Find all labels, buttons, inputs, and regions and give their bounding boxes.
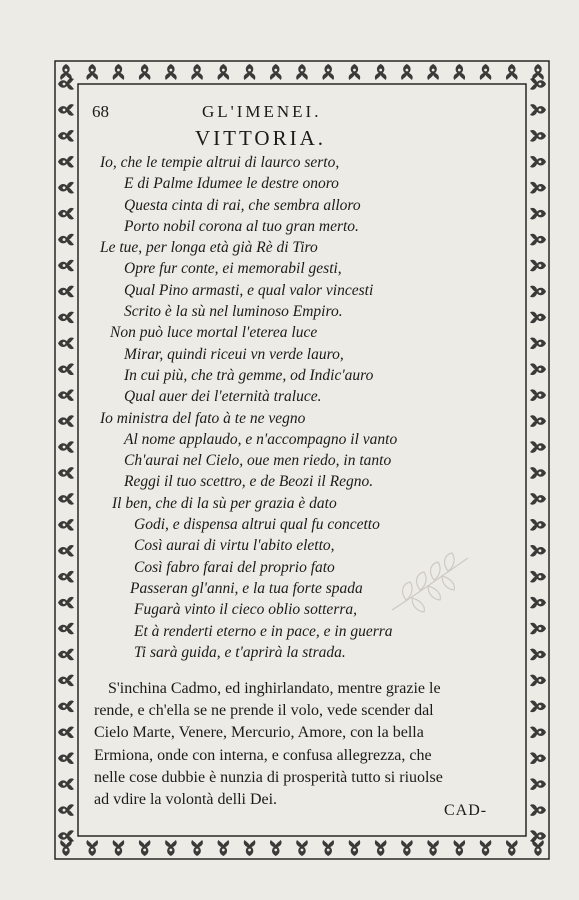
fleuron-icon	[60, 840, 72, 856]
fleuron-icon	[58, 519, 74, 531]
fleuron-icon	[58, 467, 74, 479]
fleuron-icon	[58, 389, 74, 401]
fleuron-icon	[58, 726, 74, 738]
fleuron-icon	[58, 182, 74, 194]
fleuron-icon	[530, 104, 546, 116]
fleuron-icon	[113, 840, 125, 856]
fleuron-icon	[530, 208, 546, 220]
poem-line: Opre fur conte, ei memorabil gesti,	[124, 260, 342, 278]
poem-title: VITTORIA.	[195, 126, 327, 150]
page-header	[92, 102, 522, 124]
fleuron-icon	[480, 64, 492, 80]
fleuron-icon	[349, 64, 361, 80]
fleuron-icon	[530, 597, 546, 609]
fleuron-icon	[191, 840, 203, 856]
fleuron-icon	[139, 64, 151, 80]
prose-line: nelle cose dubbie è nunzia di prosperità tutto si riuolse	[94, 768, 443, 786]
fleuron-icon	[58, 208, 74, 220]
fleuron-icon	[322, 840, 334, 856]
fleuron-icon	[427, 64, 439, 80]
fleuron-icon	[530, 78, 546, 90]
prose-line: rende, e ch'ella se ne prende il volo, vede scender dal	[94, 702, 434, 720]
fleuron-icon	[58, 312, 74, 324]
poem-line: Al nome applaudo, e n'accompagno il vanto	[124, 430, 398, 448]
fleuron-icon	[530, 701, 546, 713]
fleuron-icon	[218, 840, 230, 856]
poem-line: Qual Pino armasti, e qual valor vincesti	[124, 281, 374, 299]
fleuron-icon	[296, 64, 308, 80]
fleuron-icon	[401, 840, 413, 856]
fleuron-icon	[60, 64, 72, 80]
poem-line: Fugarà vinto il cieco oblio sotterra,	[134, 601, 358, 619]
fleuron-icon	[58, 752, 74, 764]
fleuron-icon	[530, 519, 546, 531]
fleuron-icon	[86, 840, 98, 856]
poem-line: Ch'aurai nel Cielo, oue men riedo, in tanto	[124, 452, 392, 470]
poem-line: Questa cinta di rai, che sembra alloro	[124, 196, 361, 214]
poem-line: Io ministra del fato à te ne vegno	[100, 409, 306, 427]
fleuron-icon	[530, 130, 546, 142]
fleuron-icon	[58, 104, 74, 116]
fleuron-icon	[58, 441, 74, 453]
fleuron-icon	[530, 312, 546, 324]
poem-line: Et à renderti eterno e in pace, e in guerra	[134, 622, 393, 640]
poem-line: Il ben, che di la sù per grazia è dato	[112, 494, 337, 512]
fleuron-icon	[58, 597, 74, 609]
fleuron-icon	[58, 78, 74, 90]
fleuron-icon	[218, 64, 230, 80]
fleuron-icon	[270, 64, 282, 80]
fleuron-icon	[530, 726, 546, 738]
poem-line: Le tue, per longa età già Rè di Tiro	[100, 239, 318, 257]
fleuron-icon	[244, 840, 256, 856]
poem-line: E di Palme Idumee le destre onoro	[124, 175, 339, 193]
running-title: GL'IMENEI.	[202, 102, 322, 121]
fleuron-icon	[530, 338, 546, 350]
fleuron-icon	[530, 467, 546, 479]
fleuron-icon	[58, 415, 74, 427]
fleuron-icon	[480, 840, 492, 856]
poem-line: Porto nobil corona al tuo gran merto.	[124, 217, 359, 235]
fleuron-icon	[530, 363, 546, 375]
fleuron-icon	[532, 840, 544, 856]
fleuron-icon	[530, 752, 546, 764]
fleuron-icon	[375, 64, 387, 80]
fleuron-icon	[296, 840, 308, 856]
fleuron-icon	[165, 64, 177, 80]
fleuron-icon	[530, 623, 546, 635]
poem-line: Reggi il tuo scettro, e de Beozi il Regno.	[124, 473, 374, 491]
fleuron-icon	[530, 649, 546, 661]
fleuron-icon	[530, 234, 546, 246]
fleuron-icon	[58, 338, 74, 350]
prose-line: ad vdire la volontà delli Dei.	[94, 791, 278, 809]
poem-line: Mirar, quindi riceui vn verde lauro,	[124, 345, 344, 363]
poem-line: Così fabro farai del proprio fato	[134, 558, 335, 576]
fleuron-icon	[58, 649, 74, 661]
prose-line: S'inchina Cadmo, ed inghirlandato, mentre grazie le	[108, 680, 441, 697]
fleuron-icon	[427, 840, 439, 856]
fleuron-icon	[86, 64, 98, 80]
fleuron-icon	[58, 623, 74, 635]
fleuron-icon	[530, 260, 546, 272]
fleuron-icon	[58, 260, 74, 272]
fleuron-icon	[530, 804, 546, 816]
fleuron-icon	[58, 778, 74, 790]
fleuron-icon	[270, 840, 282, 856]
fleuron-icon	[530, 286, 546, 298]
fleuron-icon	[530, 441, 546, 453]
fleuron-icon	[58, 130, 74, 142]
fleuron-icon	[139, 840, 151, 856]
fleuron-icon	[532, 64, 544, 80]
fleuron-icon	[58, 363, 74, 375]
fleuron-icon	[506, 840, 518, 856]
fleuron-icon	[113, 64, 125, 80]
poem-line: Io, che le tempie altrui di laurco serto,	[100, 154, 340, 171]
poem-text	[100, 152, 530, 663]
catchword: CAD-	[444, 802, 488, 819]
fleuron-icon	[58, 830, 74, 842]
fleuron-icon	[58, 156, 74, 168]
poem-line: Qual auer dei l'eternità traluce.	[124, 388, 322, 406]
prose-paragraph	[94, 678, 522, 811]
fleuron-icon	[244, 64, 256, 80]
fleuron-icon	[58, 545, 74, 557]
poem-line: Non può luce mortal l'eterea luce	[110, 324, 318, 342]
fleuron-icon	[322, 64, 334, 80]
fleuron-icon	[58, 571, 74, 583]
fleuron-icon	[58, 493, 74, 505]
poem-line: Così aurai di virtu l'abito eletto,	[134, 537, 335, 555]
fleuron-icon	[530, 571, 546, 583]
fleuron-icon	[454, 840, 466, 856]
fleuron-icon	[530, 182, 546, 194]
fleuron-icon	[349, 840, 361, 856]
fleuron-icon	[530, 675, 546, 687]
fleuron-icon	[58, 234, 74, 246]
fleuron-icon	[58, 701, 74, 713]
fleuron-icon	[401, 64, 413, 80]
fleuron-icon	[530, 493, 546, 505]
fleuron-icon	[58, 675, 74, 687]
fleuron-icon	[530, 415, 546, 427]
fleuron-icon	[58, 286, 74, 298]
fleuron-icon	[454, 64, 466, 80]
fleuron-icon	[530, 389, 546, 401]
fleuron-icon	[530, 545, 546, 557]
poem-line: Ti sarà guida, e t'aprirà la strada.	[134, 643, 346, 661]
fleuron-icon	[165, 840, 177, 856]
prose-line: Cielo Marte, Venere, Mercurio, Amore, con la bella	[94, 724, 424, 742]
fleuron-icon	[375, 840, 387, 856]
fleuron-icon	[506, 64, 518, 80]
fleuron-icon	[191, 64, 203, 80]
page-number: 68	[92, 102, 109, 121]
poem-line: Passeran gl'anni, e la tua forte spada	[130, 579, 363, 597]
fleuron-icon	[530, 156, 546, 168]
poem-line: Godi, e dispensa altrui qual fu concetto	[134, 516, 380, 534]
prose-line: Ermiona, onde con interna, e confusa allegrezza, che	[94, 746, 432, 764]
fleuron-icon	[530, 778, 546, 790]
poem-line: In cui più, che trà gemme, od Indic'auro	[124, 366, 374, 384]
fleuron-icon	[58, 804, 74, 816]
poem-line: Scrito è la sù nel luminoso Empiro.	[124, 303, 343, 321]
fleuron-icon	[530, 830, 546, 842]
